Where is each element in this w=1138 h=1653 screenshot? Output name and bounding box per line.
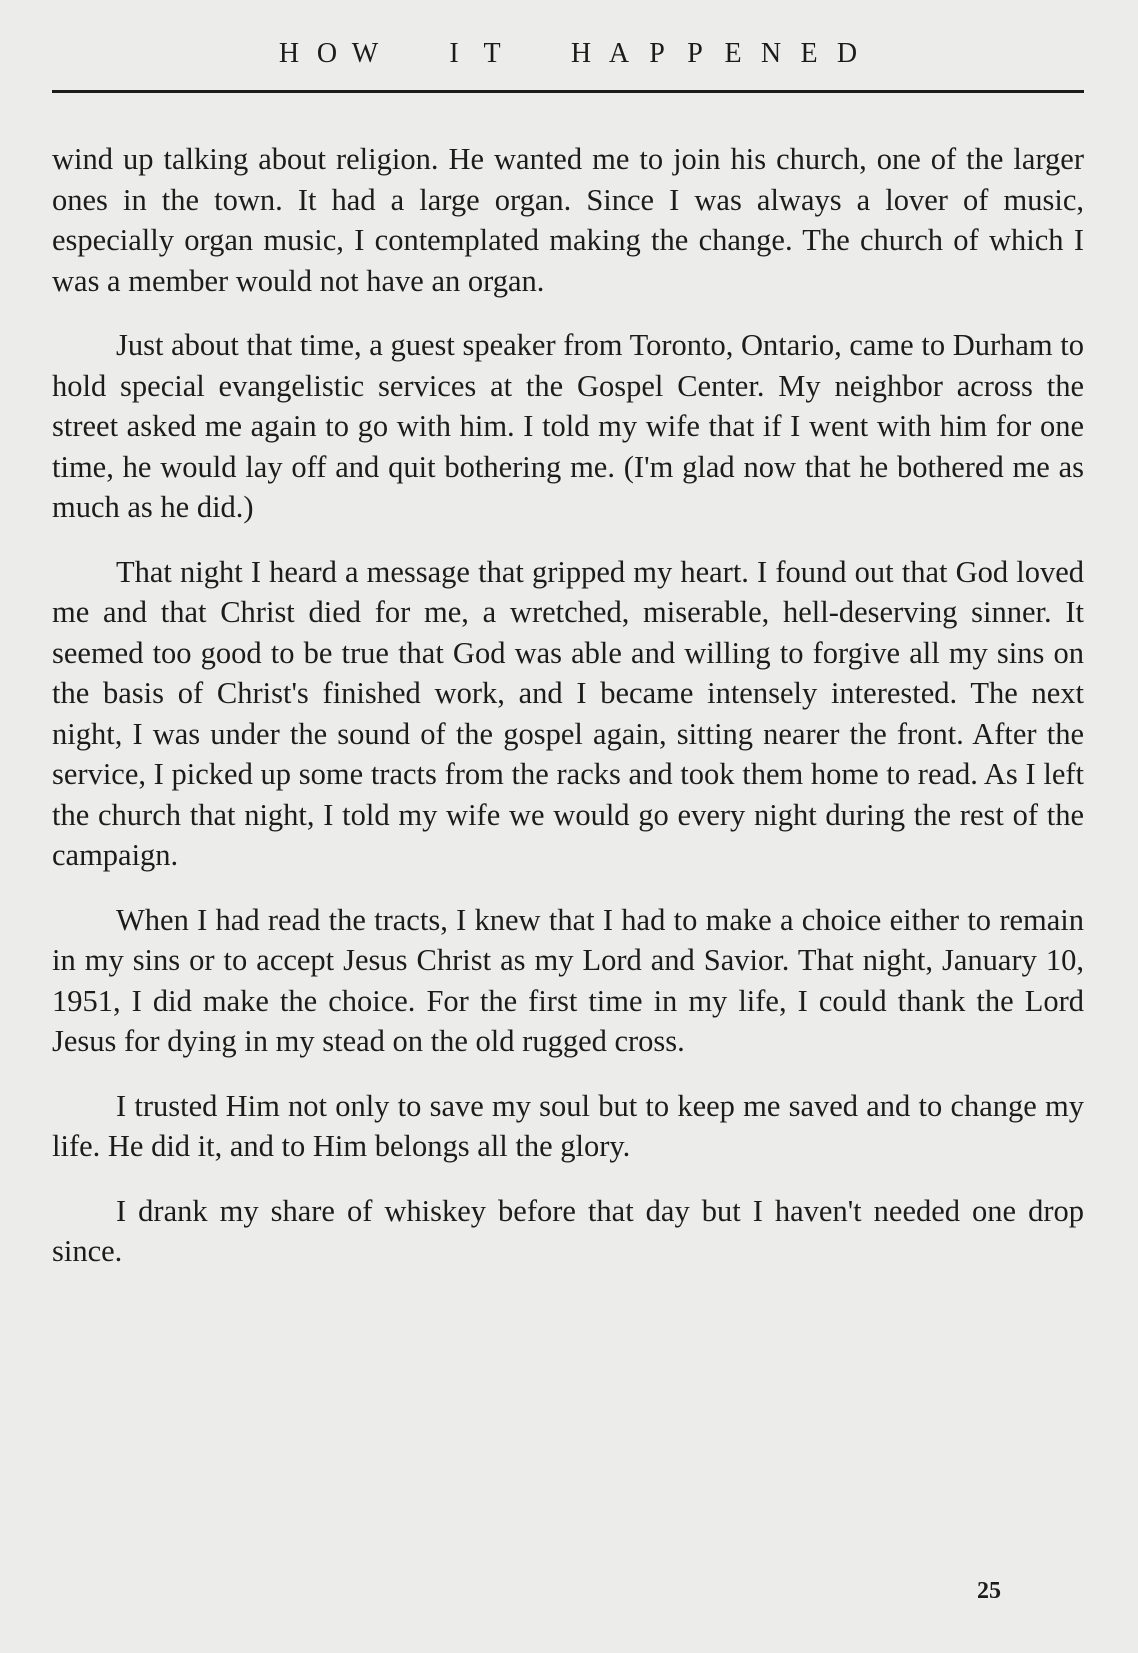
paragraph-5: I trusted Him not only to save my soul but to keep me saved and to change my life. He did it, and to Him belongs all the glory. [52, 1088, 1084, 1163]
paragraph-3: That night I heard a message that gripped my heart. I found out that God loved me and that Christ died for me, a wretched, miserable, hell-deserving sinner. It seemed too good to be true that God was able and willing to forgive all my sins on the basis of Christ's finished work, and I became intensely interested. The next night, I was under the sound of the gospel again, sitting nearer the front. After the service, I picked up some tracts from the racks and took them home to read. As I left the church that night, I told my wife we would go every night during the rest of the campaign. [52, 554, 1084, 872]
paragraph-4: When I had read the tracts, I knew that I had to make a choice either to remain in my sins or to accept Jesus Christ as my Lord and Savior. That night, January 10, 1951, I did make the choice. For the first time in my life, I could thank the Lord Jesus for dying in my stead on the old rugged cross. [52, 902, 1084, 1058]
header-rule [52, 90, 1084, 93]
paragraph-6: I drank my share of whiskey before that day but I haven't needed one drop since. [52, 1193, 1084, 1268]
page-number: 25 [977, 1578, 1001, 1604]
paragraph-2: Just about that time, a guest speaker from Toronto, Ontario, came to Durham to hold special evangelistic services at the Gospel Center. My neighbor across the street asked me again to go with him. I told my wife that if I went with him for one time, he would lay off and quit bothering me. (I'm glad now that he bothered me as much as he did.) [52, 328, 1084, 524]
running-head-word-1: H O W [278, 38, 379, 69]
running-head [52, 38, 1084, 70]
running-head-word-3: H A P P E N E D [570, 38, 858, 69]
body-text [52, 139, 1084, 1296]
paragraph-1: wind up talking about religion. He wanted me to join his church, one of the larger ones in the town. It had a large organ. Since I was always a lover of music, especially organ music, I contemplated making the change. The church of which I was a member would not have an organ. [52, 142, 1084, 298]
running-head-word-2: I T [449, 38, 501, 69]
